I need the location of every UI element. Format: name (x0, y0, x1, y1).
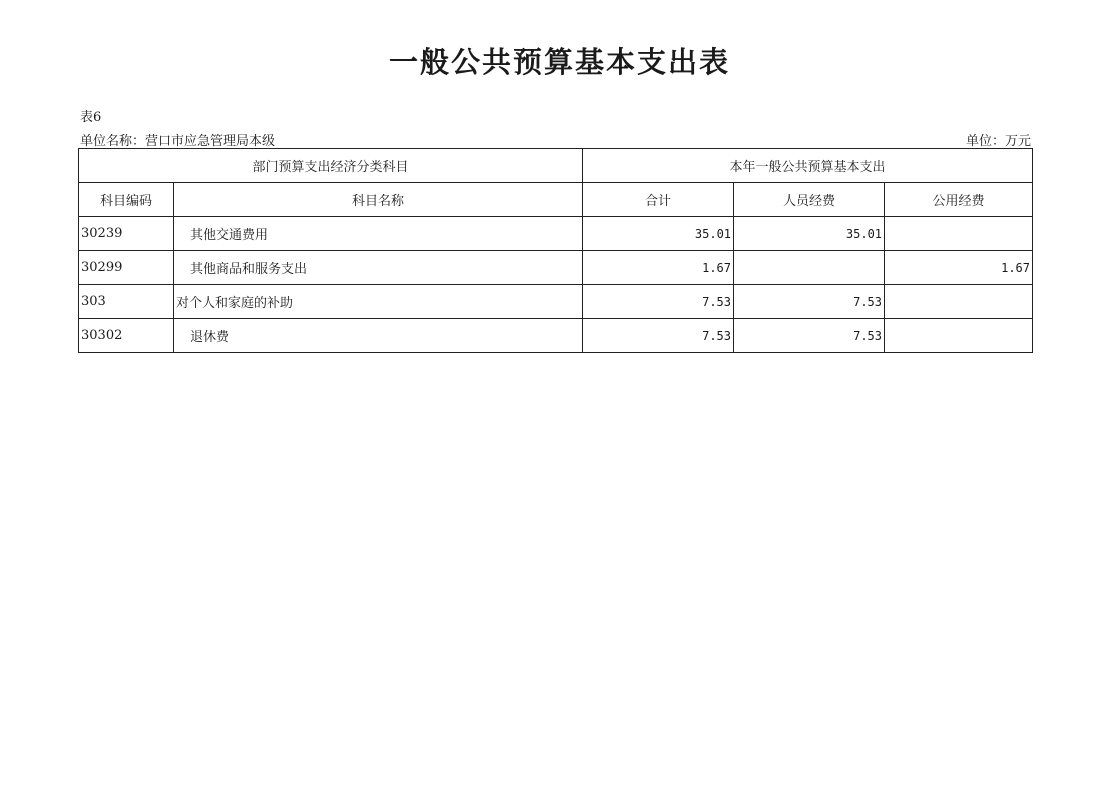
cell-public: 1.67 (885, 251, 1033, 285)
cell-personnel (734, 251, 885, 285)
cell-name: 退休费 (174, 319, 583, 353)
column-header-personnel: 人员经费 (734, 183, 885, 217)
group-header-basic-expenditure: 本年一般公共预算基本支出 (583, 149, 1033, 183)
table-row (79, 285, 1033, 319)
table-row (79, 217, 1033, 251)
cell-code: 30302 (79, 319, 174, 353)
cell-code: 303 (79, 285, 174, 319)
cell-total: 1.67 (583, 251, 734, 285)
cell-total: 7.53 (583, 285, 734, 319)
budget-table (78, 148, 1033, 353)
cell-total: 7.53 (583, 319, 734, 353)
cell-code: 30239 (79, 217, 174, 251)
unit-name-value: 营口市应急管理局本级 (145, 134, 276, 149)
table-row (79, 319, 1033, 353)
cell-name: 对个人和家庭的补助 (174, 285, 583, 319)
cell-personnel: 35.01 (734, 217, 885, 251)
cell-personnel: 7.53 (734, 285, 885, 319)
cell-total: 35.01 (583, 217, 734, 251)
column-header-row (79, 183, 1033, 217)
cell-public (885, 217, 1033, 251)
cell-name: 其他商品和服务支出 (174, 251, 583, 285)
group-header-row (79, 149, 1033, 183)
column-header-code: 科目编码 (79, 183, 174, 217)
currency-unit (966, 130, 1031, 149)
table-number: 表6 (80, 110, 102, 125)
currency-unit-value: 万元 (1004, 134, 1031, 149)
group-header-economic-class: 部门预算支出经济分类科目 (79, 149, 583, 183)
currency-unit-label: 单位： (965, 134, 1005, 149)
unit-name (80, 130, 275, 149)
unit-name-label: 单位名称： (80, 134, 146, 149)
column-header-total: 合计 (583, 183, 734, 217)
column-header-name: 科目名称 (174, 183, 583, 217)
page-title: 一般公共预算基本支出表 (388, 45, 730, 79)
table-row (79, 251, 1033, 285)
cell-personnel: 7.53 (734, 319, 885, 353)
cell-code: 30299 (79, 251, 174, 285)
column-header-public: 公用经费 (885, 183, 1033, 217)
cell-public (885, 285, 1033, 319)
cell-public (885, 319, 1033, 353)
cell-name: 其他交通费用 (174, 217, 583, 251)
